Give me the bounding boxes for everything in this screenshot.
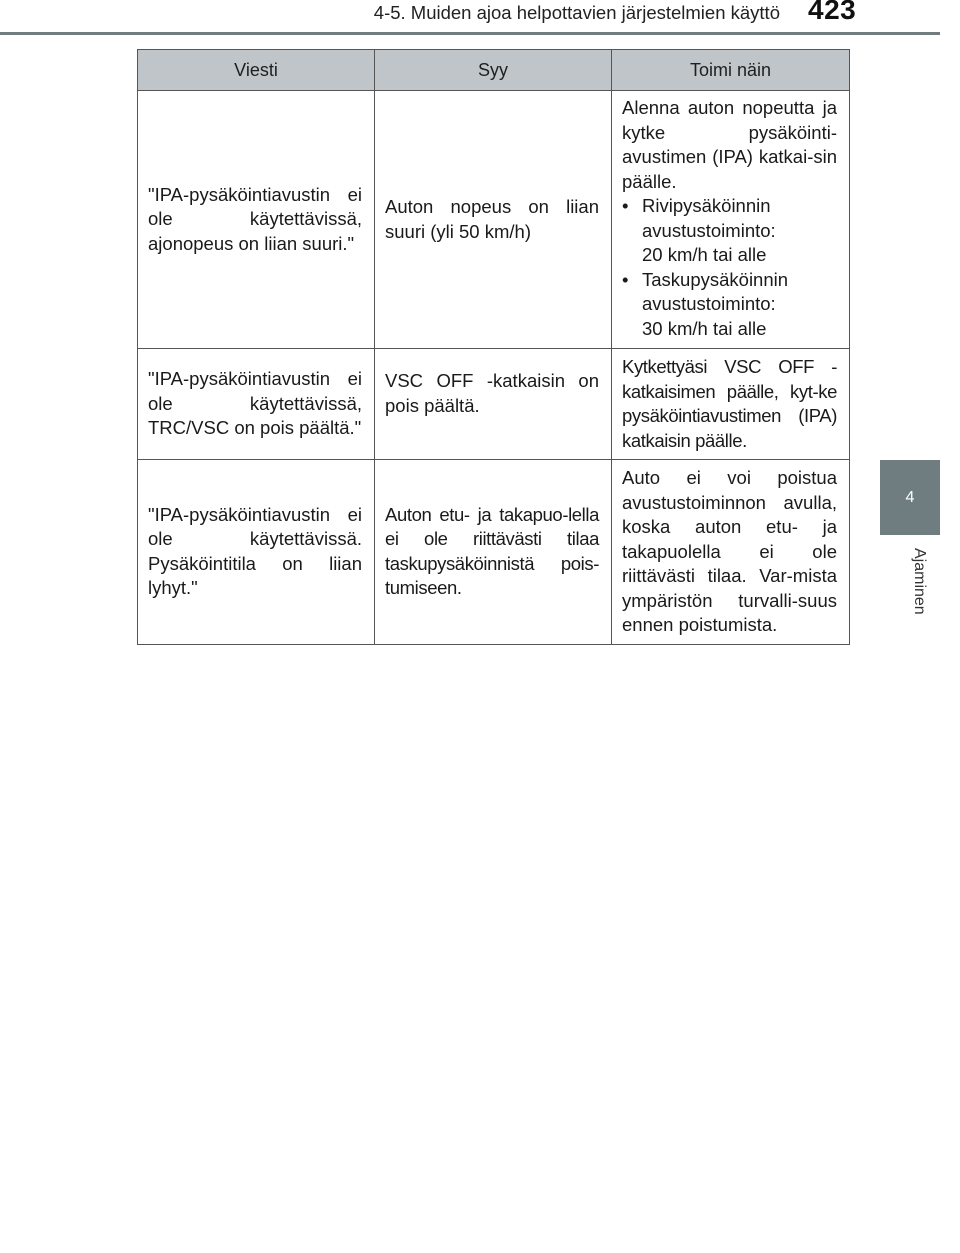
table-row: [138, 91, 850, 349]
table-row: [138, 460, 850, 645]
action-cell: Auto ei voi poistua avustustoiminnon avulla, koska auton etu- ja takapuolella ei ole riittävästi tilaa. Var-mista ympäristön turvalli-suus ennen poistumista.: [612, 460, 850, 645]
page-header: [0, 0, 960, 40]
action-cell: Kytkettyäsi VSC OFF -katkaisimen päälle, kyt-ke pysäköintiavustimen (IPA) katkaisin päälle.: [612, 349, 850, 460]
cause-cell: VSC OFF -katkaisin on pois päältä.: [375, 349, 612, 460]
message-table: [137, 49, 850, 645]
bullet-marker: •: [622, 195, 629, 216]
chapter-tab-number: 4: [880, 460, 940, 535]
cause-cell: Auton nopeus on liian suuri (yli 50 km/h): [375, 91, 612, 349]
action-text: Alenna auton nopeutta ja kytke pysäköinti-avustimen (IPA) katkai-sin päälle.: [622, 97, 837, 192]
table-header-row: [138, 50, 850, 91]
header-rule: [0, 32, 940, 35]
column-header-action: Toimi näin: [612, 50, 850, 91]
bullet-item: [622, 194, 837, 268]
action-cell: [612, 91, 850, 349]
table-row: [138, 349, 850, 460]
bullet-item: [622, 268, 837, 342]
bullet-value: 20 km/h tai alle: [642, 244, 767, 265]
message-cell: "IPA-pysäköintiavustin ei ole käytettävissä, ajonopeus on liian suuri.": [138, 91, 375, 349]
column-header-cause: Syy: [375, 50, 612, 91]
bullet-marker: •: [622, 268, 629, 290]
message-cell: "IPA-pysäköintiavustin ei ole käytettävissä, TRC/VSC on pois päältä.": [138, 349, 375, 460]
message-cell: "IPA-pysäköintiavustin ei ole käytettävissä. Pysäköintitila on liian lyhyt.": [138, 460, 375, 645]
cause-cell: Auton etu- ja takapuo-lella ei ole riittävästi tilaa taskupysäköinnistä pois-tumiseen.: [375, 460, 612, 645]
bullet-title: Rivipysäköinnin avustustoiminto:: [642, 195, 776, 241]
bullet-title: Taskupysäköinnin avustustoiminto:: [642, 268, 789, 314]
page-number: 423: [808, 0, 857, 25]
section-title: 4-5. Muiden ajoa helpottavien järjestelmien käyttö: [373, 2, 780, 23]
bullet-value: 30 km/h tai alle: [642, 317, 767, 339]
chapter-tab-label: Ajaminen: [911, 548, 928, 615]
column-header-message: Viesti: [138, 50, 375, 91]
